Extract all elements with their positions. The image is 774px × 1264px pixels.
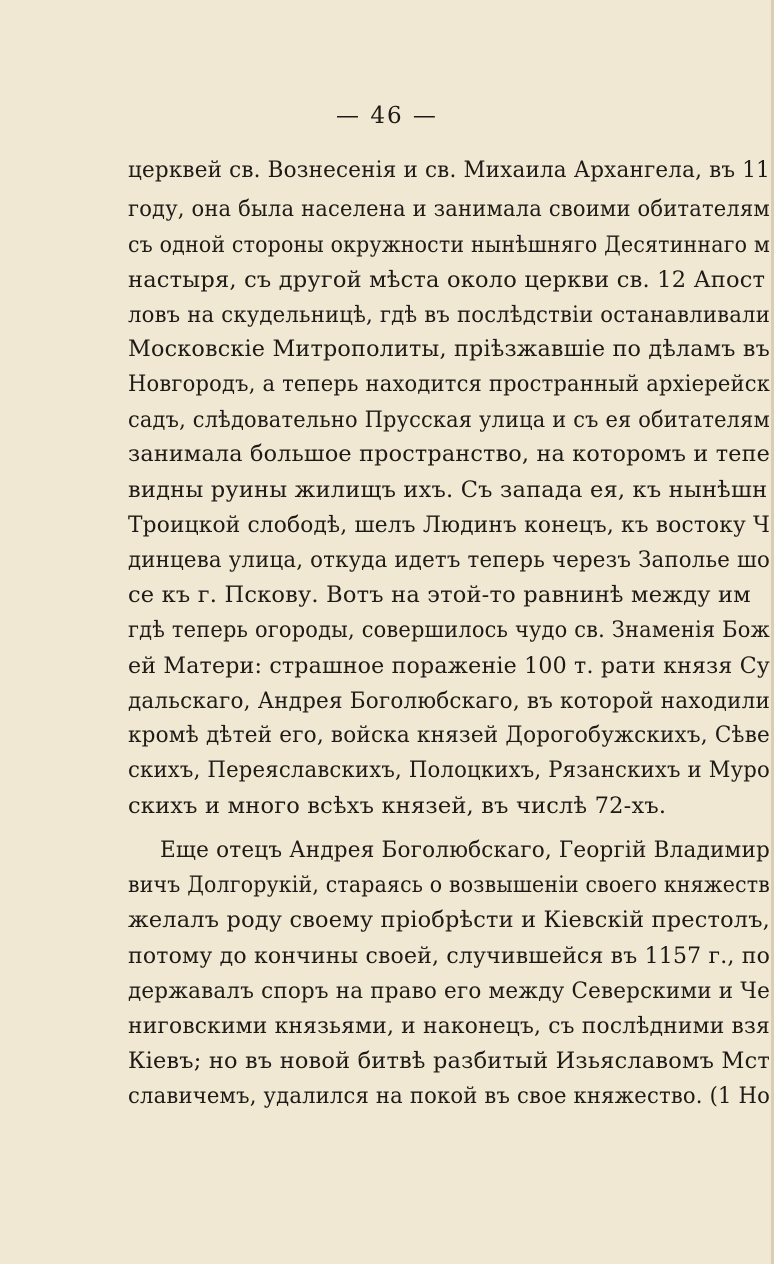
text-line: видны руины жилищъ ихъ. Съ запада ея, къ нынѣшн [128,477,768,503]
text-line: году, она была населена и занимала своими обитателям [128,196,770,222]
text-line: церквей св. Вознесенія и св. Михаила Архангела, въ 11 [128,157,770,183]
text-line: Московскіе Митрополиты, пріѣзжавшіе по дѣламъ въ [128,336,771,362]
text-line: Новгородъ, а теперь находится пространный архіерейск [128,371,771,397]
text-line: Еще отецъ Андрея Боголюбскаго, Георгій Владимир [160,837,770,863]
text-line: ловъ на скудельницѣ, гдѣ въ послѣдствіи останавливали [128,302,770,328]
text-line: занимала большое пространство, на которомъ и тепе [128,441,771,467]
text-line: Троицкой слободѣ, шелъ Людинъ конецъ, къ востоку Ч [128,512,770,538]
text-line: динцева улица, откуда идетъ теперь черезъ Заполье шо [128,547,770,573]
text-line: скихъ, Переяславскихъ, Полоцкихъ, Рязанскихъ и Муро [128,757,770,783]
text-line: потому до кончины своей, случившейся въ 1157 г., по [128,943,771,969]
text-line: ниговскими князьями, и наконецъ, съ послѣдними взя [128,1013,770,1039]
text-line: державалъ споръ на право его между Северскими и Че [128,978,770,1004]
text-line: се къ г. Пскову. Вотъ на этой-то равнинѣ между им [128,582,751,608]
text-line: съ одной стороны окружности нынѣшняго Десятиннаго м [128,232,771,258]
text-line: дальскаго, Андрея Боголюбскаго, въ которой находили [128,688,770,714]
page-number-header: — 46 — [336,103,438,129]
text-line: Кіевъ; но въ новой битвѣ разбитый Изьяславомъ Мст [128,1048,771,1074]
text-line: скихъ и много всѣхъ князей, въ числѣ 72-хъ. [128,793,667,819]
text-line: гдѣ теперь огороды, совершилось чудо св. Знаменія Бож [128,617,770,643]
text-line: славичемъ, удалился на покой въ свое княжество. (1 Но [128,1083,771,1109]
text-line: ей Матери: страшное пораженіе 100 т. рати князя Су [128,653,771,679]
text-line: желалъ роду своему пріобрѣсти и Кіевскій престолъ, [128,907,770,933]
text-line: вичъ Долгорукій, стараясь о возвышеніи своего княжеств [128,872,771,898]
text-line: настыря, съ другой мѣста около церкви св. 12 Апост [128,267,766,293]
text-line: кромѣ дѣтей его, войска князей Дорогобужскихъ, Сѣве [128,722,771,748]
text-line: садъ, слѣдовательно Прусская улица и съ ея обитателям [128,407,770,433]
